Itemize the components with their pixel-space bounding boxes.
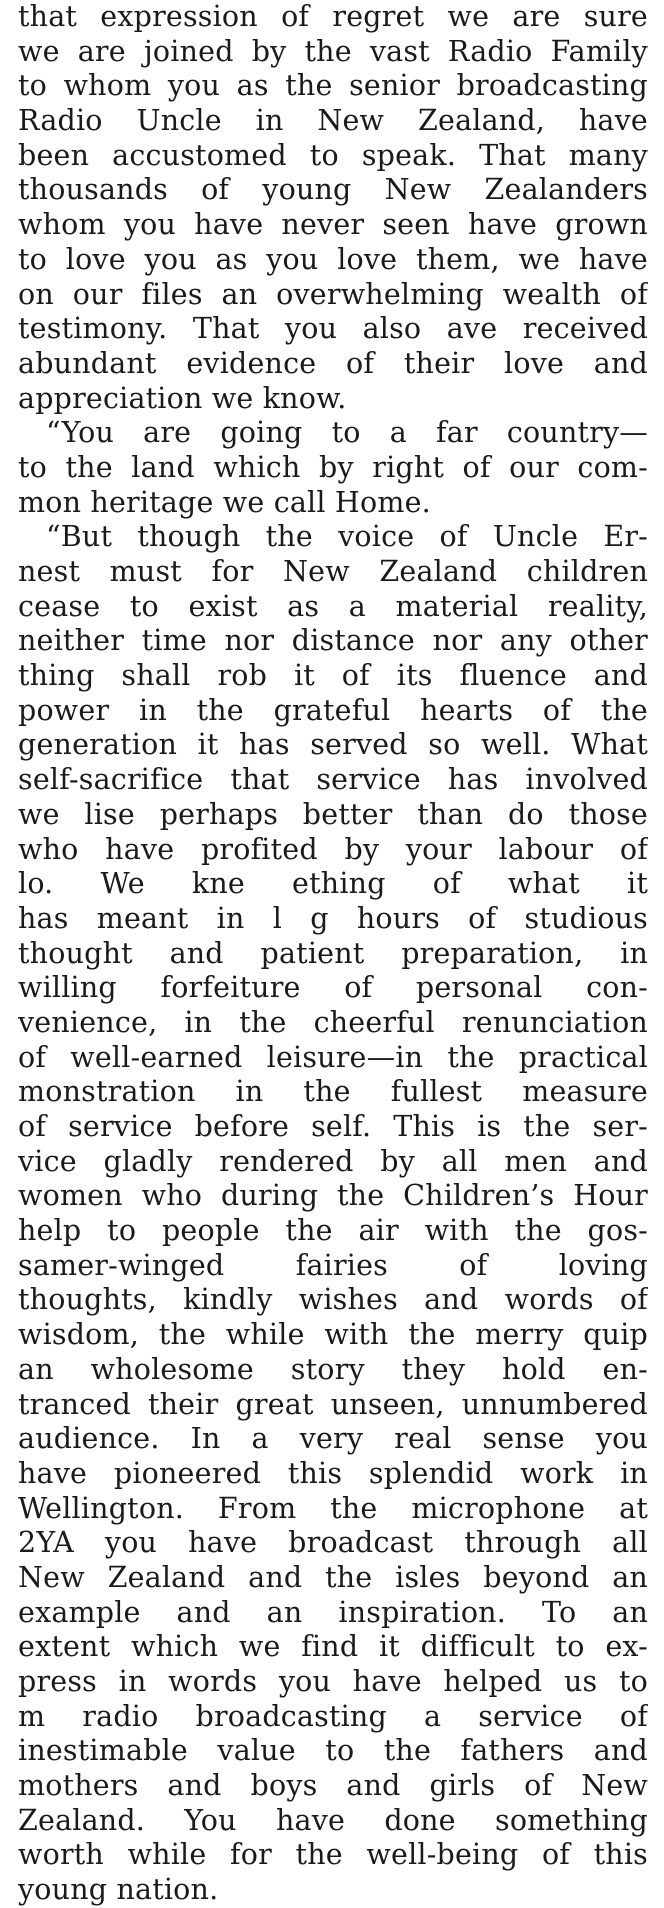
text-line: to the land which by right of our com- — [18, 450, 648, 484]
text-line: lo. We kne ething of what it — [18, 867, 648, 901]
text-line: inestimable value to the fathers and — [18, 1734, 648, 1768]
text-line: thing shall rob it of its fluence and — [18, 659, 648, 693]
paragraph-2 — [18, 416, 648, 520]
text-line: thought and patient preparation, in — [18, 936, 648, 970]
text-line: women who during the Children’s Hour — [18, 1179, 648, 1213]
text-line: mothers and boys and girls of New — [18, 1769, 648, 1803]
text-line: has meant in l g hours of studious — [18, 901, 648, 935]
text-line: New Zealand and the isles beyond an — [18, 1560, 648, 1594]
text-line: monstration in the fullest measure — [18, 1075, 648, 1109]
text-line: cease to exist as a material reality, — [18, 589, 648, 623]
text-line: press in words you have helped us to — [18, 1665, 648, 1698]
text-line: willing forfeiture of personal con- — [18, 971, 648, 1005]
text-line: power in the grateful hearts of the — [18, 693, 648, 727]
paragraph-3 — [18, 520, 648, 1908]
text-line: to whom you as the senior broadcasting — [18, 69, 648, 103]
text-line: generation it has served so well. What — [18, 728, 648, 762]
text-line: that expression of regret we are sure — [18, 0, 648, 33]
text-line: help to people the air with the gos- — [18, 1214, 648, 1248]
text-line: self-sacrifice that service has involved — [18, 763, 648, 797]
text-line: Radio Uncle in New Zealand, have — [18, 104, 648, 138]
text-line: Zealand. You have done something — [18, 1803, 648, 1837]
text-line: who have profited by your labour of — [18, 832, 648, 866]
text-line: audience. In a very real sense you — [18, 1422, 648, 1456]
text-line: nest must for New Zealand children — [18, 555, 648, 588]
text-line: young nation. — [18, 1873, 219, 1907]
text-line: worth while for the well-being of this — [18, 1838, 648, 1872]
text-line: tranced their great unseen, unnumbered — [18, 1387, 648, 1421]
text-line: 2YA you have broadcast through all — [18, 1526, 648, 1560]
text-line: mon heritage we call Home. — [18, 485, 431, 519]
text-line: abundant evidence of their love and — [18, 346, 648, 380]
text-line: been accustomed to speak. That many — [18, 138, 648, 172]
text-line: neither time nor distance nor any other — [18, 624, 648, 658]
text-line: we lise perhaps better than do those — [18, 797, 648, 831]
text-line: vice gladly rendered by all men and — [18, 1144, 648, 1178]
text-line: of service before self. This is the ser- — [18, 1110, 648, 1143]
text-line: testimony. That you also ave received — [18, 312, 648, 346]
text-line: “But though the voice of Uncle Er- — [46, 520, 648, 554]
paragraph-1 — [18, 0, 648, 416]
text-line: whom you have never seen have grown — [18, 208, 648, 242]
text-line: have pioneered this splendid work in — [18, 1456, 648, 1490]
text-line: “You are going to a far country— — [46, 416, 648, 450]
text-line: m radio broadcasting a service of — [18, 1699, 648, 1733]
text-line: on our files an overwhelming wealth of — [18, 277, 648, 311]
text-line: thoughts, kindly wishes and words of — [18, 1283, 648, 1317]
text-line: wisdom, the while with the merry quip — [18, 1318, 648, 1352]
text-line: venience, in the cheerful renunciation — [18, 1005, 648, 1039]
text-line: thousands of young New Zealanders — [18, 173, 648, 207]
text-line: appreciation we know. — [18, 381, 347, 415]
text-line: extent which we find it difficult to ex- — [18, 1630, 648, 1664]
text-line: example and an inspiration. To an — [18, 1595, 648, 1629]
text-line: we are joined by the vast Radio Family — [18, 34, 648, 68]
text-line: to love you as you love them, we have — [18, 242, 648, 276]
text-line: samer-winged fairies of loving — [18, 1248, 648, 1282]
article-column — [18, 0, 648, 1908]
text-line: an wholesome story they hold en- — [18, 1352, 648, 1386]
text-line: Wellington. From the microphone at — [18, 1491, 648, 1525]
text-line: of well-earned leisure—in the practical — [18, 1040, 648, 1074]
